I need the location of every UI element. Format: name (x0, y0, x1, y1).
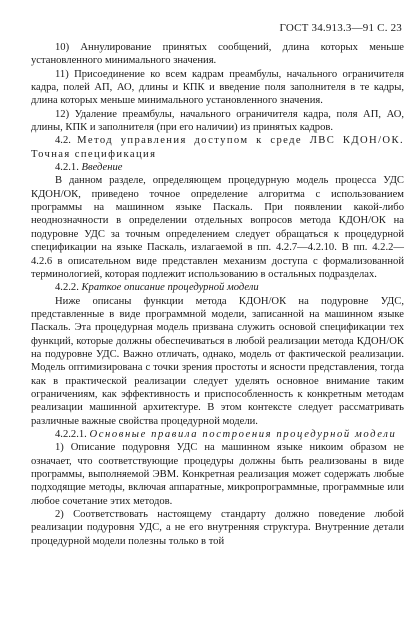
document-body (31, 41, 404, 548)
subsection-number: 4.2.1. (55, 162, 79, 174)
paragraph-item-10: 10) Аннулирование принятых сообщений, длина которых меньше установленного минимального значения. (31, 42, 404, 67)
paragraph-item-12: 12) Удаление преамбулы, начального ограничителя кадра, поля АП, АО, длины, КПК и заполнителя (при его наличии) из принятых кадров. (31, 108, 404, 134)
subsection-heading-4-2-1 (31, 161, 404, 174)
subsection-heading-4-2-2 (31, 281, 404, 294)
section-title: Метод управления доступом к среде ЛВС КДОН/ОК. Точная спецификация (31, 135, 404, 160)
subsection-title: Краткое описание процедурной модели (81, 282, 259, 294)
rule-item-1: 1) Описание подуровня УДС на машинном языке никоим образом не означает, что соответствующие процедуры должны быть реализованы в виде программы, выполняемой ЭВМ. Конкретная реализация может содержать любые подходящие методы, включая аппаратные, микропрограммные, программные или любое сочетание этих методов. (31, 442, 404, 507)
subsection-number: 4.2.2. (55, 282, 79, 294)
page-header: ГОСТ 34.913.3—91 С. 23 (279, 22, 402, 34)
subsection-number: 4.2.2.1. (55, 428, 87, 440)
subsection-title: Введение (81, 162, 123, 174)
section-number: 4.2. (55, 135, 71, 147)
subsection-text-4-2-1: В данном разделе, определяющем процедурную модель процесса УДС КДОН/ОК, приведено точное определение алгоритма с использованием программы на машинном языке Паскаль. При появлении какой-либо неоднозначности в определении отдельных вопросов метода КДОН/ОК на подуровне УДС за точным определением следует обращаться к процедурной спецификации на языке Паскаль, излагаемой в пп. 4.2.7—4.2.10. В пп. 4.2.2—4.2.6 в описательном виде представлен механизм доступа с формализованной терминологией, которая подлежит использованию в остальных подразделах. (31, 175, 404, 280)
rule-item-2: 2) Соответствовать настоящему стандарту должно поведение любой реализации подуровня УДС, а не его внутренняя структура. Внутренние детали процедурной модели полезны только в той (31, 509, 404, 547)
subsection-text-4-2-2: Ниже описаны функции метода КДОН/ОК на подуровне УДС, представленные в виде программной модели, записанной на машинном языке Паскаль. Эта процедурная модель призвана служить основой спецификации тех функций, которые должны обеспечиваться в любой реализации метода КДОН/ОК на подуровне УДС. Важно отличать, однако, модель от фактической реализации. Модель оптимизирована с точки зрения простоты и ясности представления, тогда как в практической реализации следует уделять основное внимание таким ограничениям, как эффективность и приспособленность к конкретным методам реализации машинной архитектуре. В этом контексте следует рассматривать различные важные свойства процедурной модели. (31, 295, 404, 427)
section-heading-4-2 (31, 134, 404, 161)
subsection-heading-4-2-2-1 (31, 428, 404, 441)
subsection-title: Основные правила построения процедурной модели (89, 428, 397, 440)
paragraph-item-11: 11) Присоединение ко всем кадрам преамбулы, начального ограничителя кадра, полей АП, АО, длины и КПК и введение поля заполнителя в те кадры, длина которых меньше минимального установленного значения. (31, 68, 404, 107)
